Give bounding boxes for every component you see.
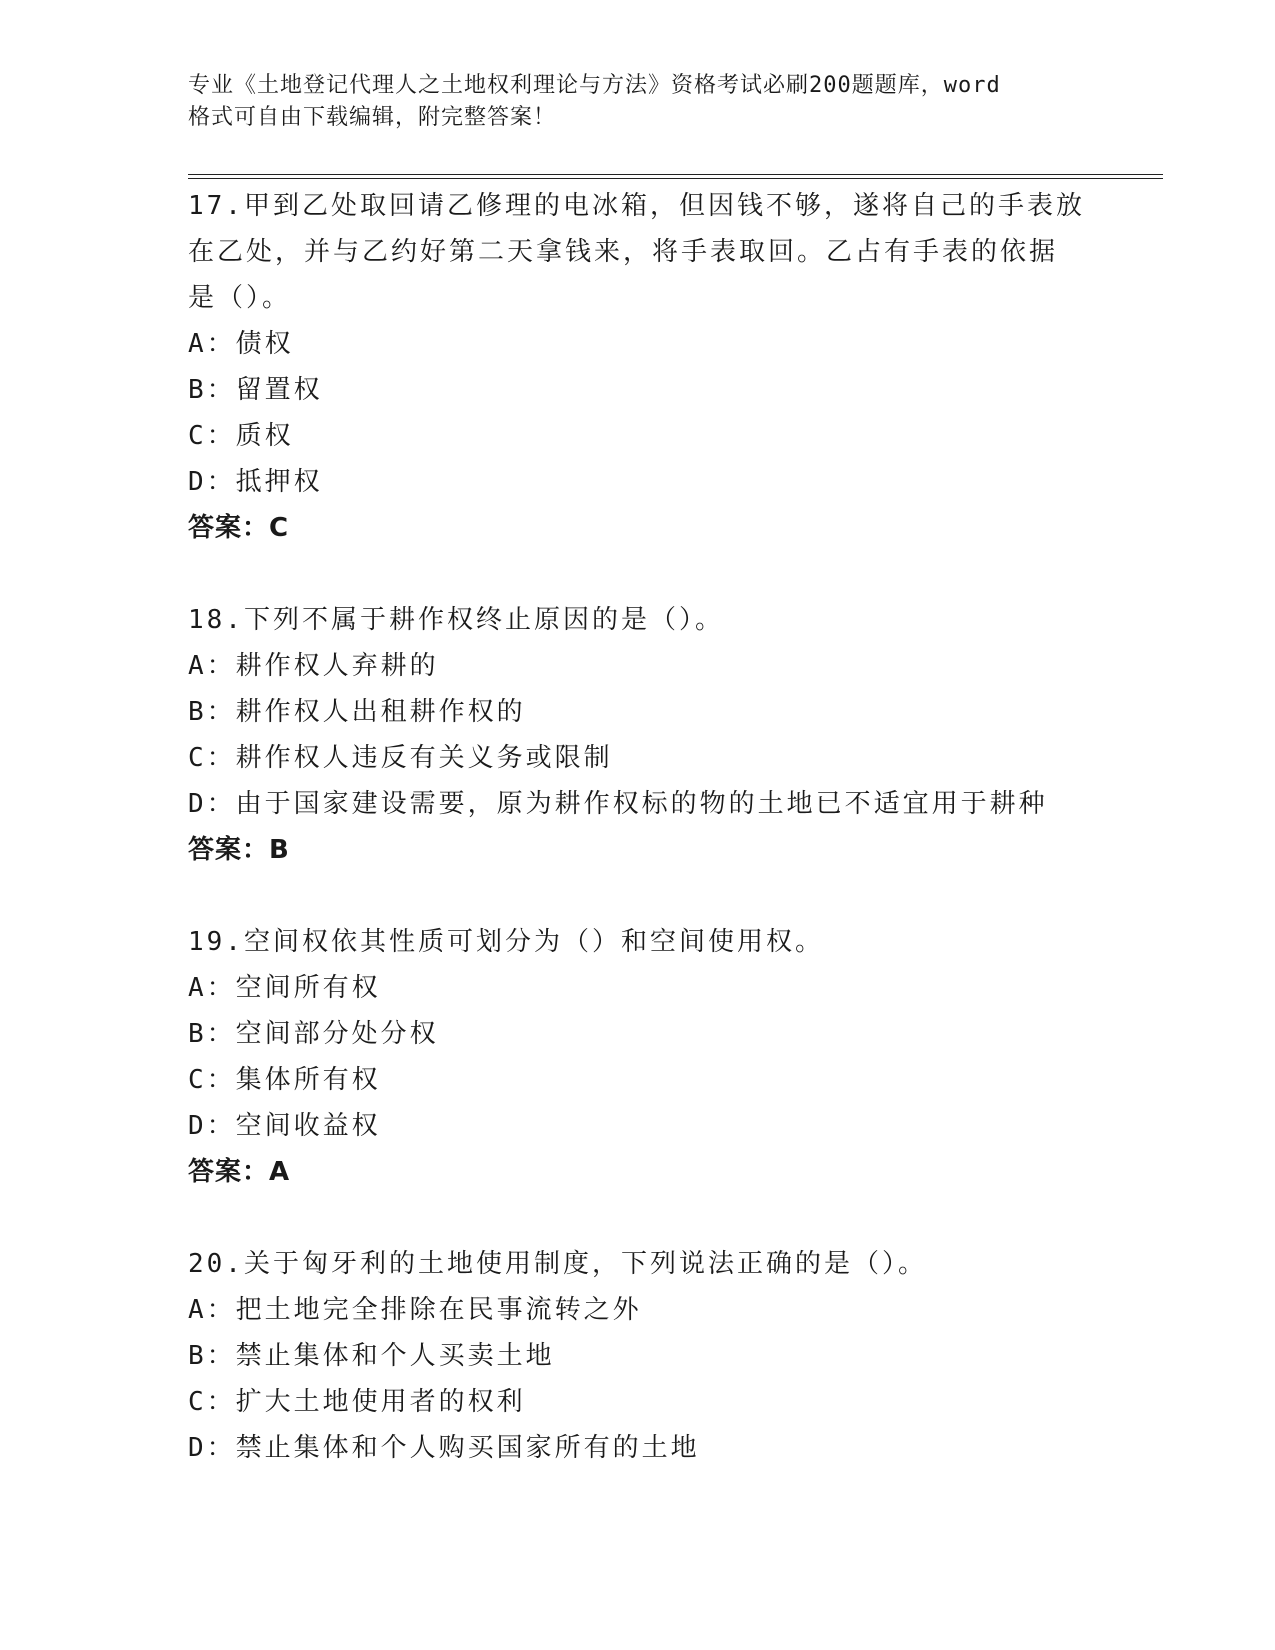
question-17 [188, 183, 1163, 551]
option-a: A：把土地完全排除在民事流转之外 [188, 1295, 642, 1325]
option-c: C：质权 [188, 421, 294, 451]
document-header [188, 70, 1163, 134]
option-a: A：债权 [188, 329, 294, 359]
option-d: D：禁止集体和个人购买国家所有的土地 [188, 1433, 700, 1463]
option-c: C：扩大土地使用者的权利 [188, 1387, 526, 1417]
option-d: D：由于国家建设需要，原为耕作权标的物的土地已不适宜用于耕种 [188, 789, 1048, 819]
question-stem-line: 17.甲到乙处取回请乙修理的电冰箱，但因钱不够，遂将自己的手表放 [188, 191, 1085, 221]
header-divider [188, 174, 1163, 179]
answer-label: 答案：B [188, 835, 290, 865]
question-stem-line: 是（）。 [188, 283, 292, 313]
option-d: D：空间收益权 [188, 1111, 381, 1141]
header-line-1: 专业《土地登记代理人之土地权利理论与方法》资格考试必刷200题题库，word [188, 73, 1001, 98]
question-stem-line: 18.下列不属于耕作权终止原因的是（）。 [188, 605, 724, 635]
option-b: B：留置权 [188, 375, 323, 405]
option-c: C：耕作权人违反有关义务或限制 [188, 743, 613, 773]
option-d: D：抵押权 [188, 467, 323, 497]
spacer [188, 873, 1163, 919]
option-a: A：空间所有权 [188, 973, 381, 1003]
header-line-2: 格式可自由下载编辑，附完整答案！ [188, 105, 557, 130]
answer-label: 答案：C [188, 513, 290, 543]
answer-label: 答案：A [188, 1157, 291, 1187]
spacer [188, 1195, 1163, 1241]
question-19 [188, 919, 1163, 1195]
option-c: C：集体所有权 [188, 1065, 381, 1095]
option-b: B：禁止集体和个人买卖土地 [188, 1341, 555, 1371]
question-18 [188, 597, 1163, 873]
question-stem-line: 在乙处，并与乙约好第二天拿钱来，将手表取回。乙占有手表的依据 [188, 237, 1059, 267]
question-stem-line: 19.空间权依其性质可划分为（）和空间使用权。 [188, 927, 824, 957]
option-a: A：耕作权人弃耕的 [188, 651, 439, 681]
option-b: B：空间部分处分权 [188, 1019, 439, 1049]
option-b: B：耕作权人出租耕作权的 [188, 697, 526, 727]
question-stem-line: 20.关于匈牙利的土地使用制度，下列说法正确的是（）。 [188, 1249, 927, 1279]
question-20 [188, 1241, 1163, 1471]
spacer [188, 551, 1163, 597]
document-page [188, 70, 1163, 1471]
